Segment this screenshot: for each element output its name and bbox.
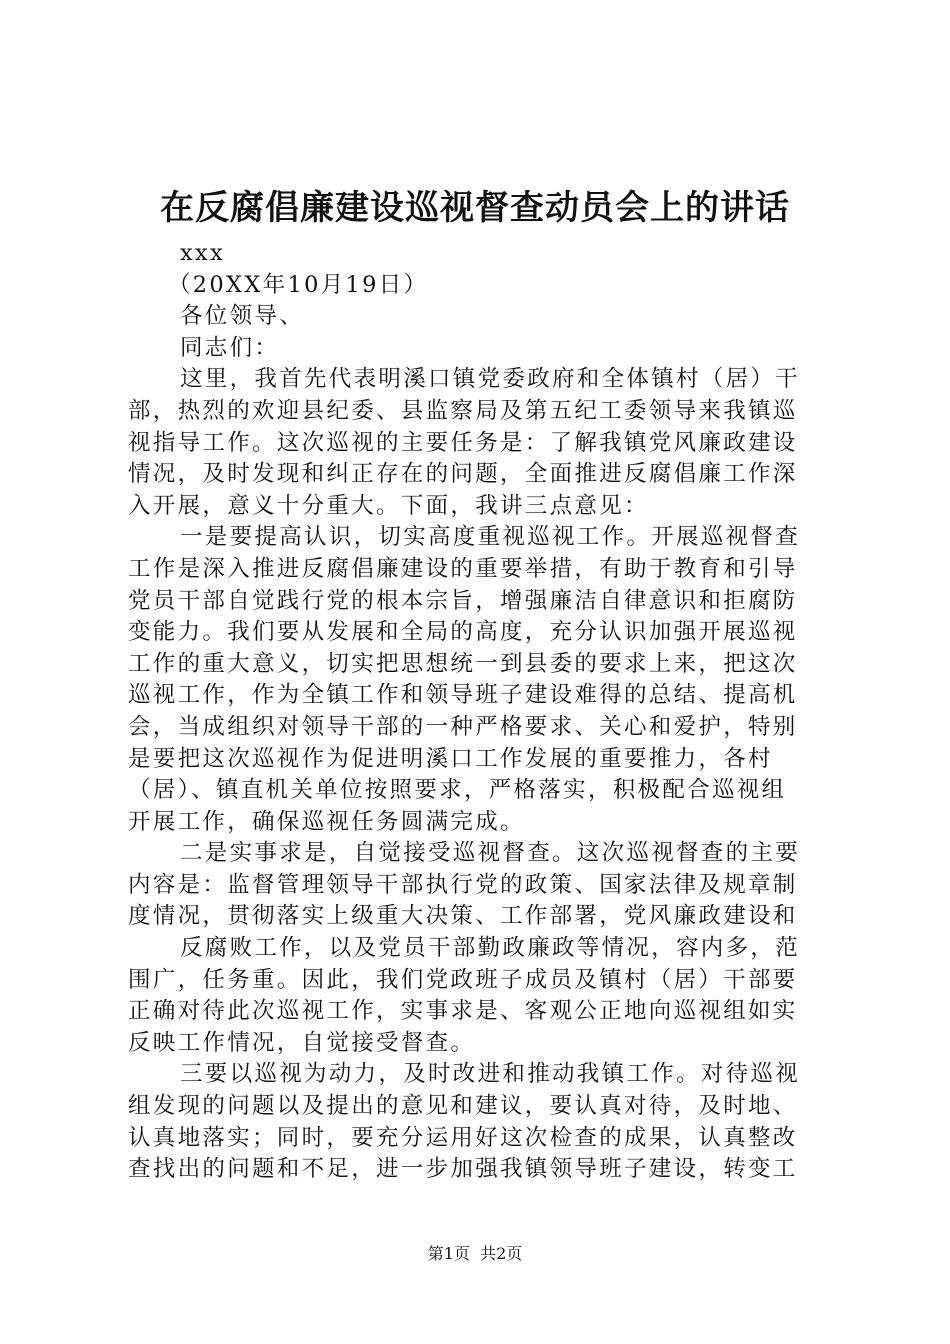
document-title: 在反腐倡廉建设巡视督查动员会上的讲话 xyxy=(160,188,790,228)
salutation-line-2: 同志们： xyxy=(180,334,280,361)
document-body xyxy=(128,238,834,1186)
paragraph-3-line: 内容是：监督管理领导干部执行党的政策、国家法律及规章制 xyxy=(128,871,798,898)
paragraph-2-line: 开展工作，确保巡视任务圆满完成。 xyxy=(128,808,525,835)
author-line: xxx xyxy=(180,240,225,266)
paragraph-2-line: 会，当成组织对领导干部的一种严格要求、关心和爱护，特别 xyxy=(128,713,798,740)
date-line: （20XX年10月19日） xyxy=(168,271,429,298)
salutation-line-1: 各位领导、 xyxy=(180,303,305,330)
paragraph-4-line: 反腐败工作，以及党员干部勤政廉政等情况，容内多，范 xyxy=(180,935,801,962)
paragraph-1-line: 部，热烈的欢迎县纪委、县监察局及第五纪工委领导来我镇巡 xyxy=(128,397,798,424)
paragraph-1-line: 视指导工作。这次巡视的主要任务是：了解我镇党风廉政建设 xyxy=(128,429,798,456)
paragraph-2-line: 工作是深入推进反腐倡廉建设的重要举措，有助于教育和引导 xyxy=(128,555,798,582)
paragraph-2-line: 工作的重大意义，切实把思想统一到县委的要求上来，把这次 xyxy=(128,650,798,677)
paragraph-1-line: 情况，及时发现和纠正存在的问题，全面推进反腐倡廉工作深 xyxy=(128,461,798,488)
paragraph-5-line: 组发现的问题以及提出的意见和建议，要认真对待，及时地、 xyxy=(128,1093,798,1120)
paragraph-4-line: 围广，任务重。因此，我们党政班子成员及镇村（居）干部要 xyxy=(128,966,798,993)
paragraph-5-line: 认真地落实；同时，要充分运用好这次检查的成果，认真整改 xyxy=(128,1124,798,1151)
paragraph-2-line: 巡视工作，作为全镇工作和领导班子建设难得的总结、提高机 xyxy=(128,682,798,709)
paragraph-2-line: 变能力。我们要从发展和全局的高度，充分认识加强开展巡视 xyxy=(128,619,798,646)
paragraph-5-line: 查找出的问题和不足，进一步加强我镇领导班子建设，转变工 xyxy=(128,1156,798,1183)
paragraph-4-line: 反映工作情况，自觉接受督查。 xyxy=(128,1029,476,1056)
paragraph-1-line: 入开展，意义十分重大。下面，我讲三点意见： xyxy=(128,492,649,519)
paragraph-3-line: 二是实事求是，自觉接受巡视督查。这次巡视督查的主要 xyxy=(180,840,801,867)
paragraph-2-line: 是要把这次巡视作为促进明溪口工作发展的重要推力，各村 xyxy=(128,745,773,772)
paragraph-5-line: 三要以巡视为动力，及时改进和推动我镇工作。对待巡视 xyxy=(180,1061,801,1088)
paragraph-2-line: 党员干部自觉践行党的根本宗旨，增强廉洁自律意识和拒腐防 xyxy=(128,587,798,614)
paragraph-2-line: 一是要提高认识，切实高度重视巡视工作。开展巡视督查 xyxy=(180,524,801,551)
page-number-footer: 第1页 共2页 xyxy=(427,1244,523,1263)
paragraph-4-line: 正确对待此次巡视工作，实事求是、客观公正地向巡视组如实 xyxy=(128,998,798,1025)
paragraph-3-line: 度情况，贯彻落实上级重大决策、工作部署，党风廉政建设和 xyxy=(128,903,798,930)
paragraph-2-line: （居）、镇直机关单位按照要求，严格落实，积极配合巡视组 xyxy=(128,777,787,804)
paragraph-1-line: 这里，我首先代表明溪口镇党委政府和全体镇村（居）干 xyxy=(180,366,801,393)
